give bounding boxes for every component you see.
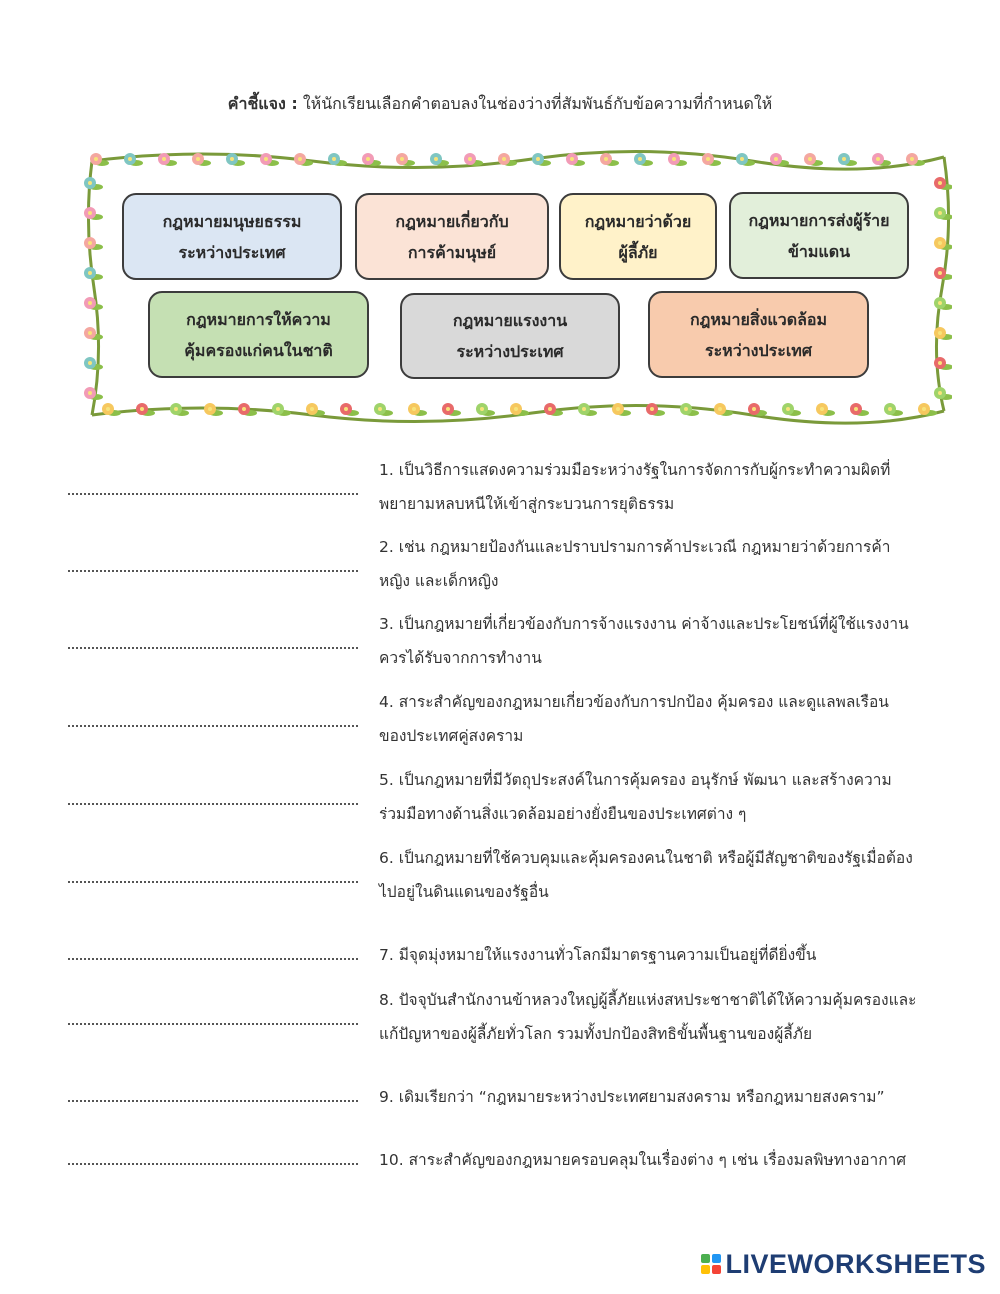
flower-frame	[82, 143, 952, 433]
answer-blank[interactable]	[68, 1100, 358, 1102]
instructions-text: ให้นักเรียนเลือกคำตอบลงในช่องว่างที่สัมพันธ์กับข้อความที่กำหนดให้	[297, 94, 773, 113]
answer-blank[interactable]	[68, 881, 358, 883]
answer-blank[interactable]	[68, 958, 358, 960]
answer-blank[interactable]	[68, 803, 358, 805]
option-refugee-law[interactable]: กฎหมายว่าด้วย ผู้ลี้ภัย	[559, 193, 717, 280]
question-text: 4. สาระสำคัญของกฎหมายเกี่ยวข้องกับการปกป้อง คุ้มครอง และดูแลพลเรือน ของประเทศคู่สงคราม	[379, 693, 889, 745]
answer-blank[interactable]	[68, 570, 358, 572]
liveworksheets-logo[interactable]	[701, 1249, 986, 1280]
question-text: 10. สาระสำคัญของกฎหมายครอบคลุมในเรื่องต่าง ๆ เช่น เรื่องมลพิษทางอากาศ	[379, 1151, 907, 1169]
instructions	[0, 92, 1000, 117]
liveworksheets-logo-icon	[701, 1254, 722, 1275]
liveworksheets-logo-text: LIVEWORKSHEETS	[725, 1249, 986, 1279]
option-human-trafficking-law[interactable]: กฎหมายเกี่ยวกับ การค้ามนุษย์	[355, 193, 549, 280]
answer-blank[interactable]	[68, 725, 358, 727]
option-humanitarian-law[interactable]: กฎหมายมนุษยธรรม ระหว่างประเทศ	[122, 193, 342, 280]
answer-blank[interactable]	[68, 647, 358, 649]
question-text: 5. เป็นกฎหมายที่มีวัตถุประสงค์ในการคุ้มครอง อนุรักษ์ พัฒนา และสร้างความ ร่วมมือทางด้านสิ่งแวดล้อมอย่างยั่งยืนของประเทศต่าง ๆ	[379, 771, 892, 823]
option-international-labour-law[interactable]: กฎหมายแรงงาน ระหว่างประเทศ	[400, 293, 620, 379]
answer-blank[interactable]	[68, 493, 358, 495]
question-text: 1. เป็นวิธีการแสดงความร่วมมือระหว่างรัฐในการจัดการกับผู้กระทำความผิดที่ พยายามหลบหนีให้เข้าสู่กระบวนการยุติธรรม	[379, 461, 891, 513]
question-text: 8. ปัจจุบันสำนักงานข้าหลวงใหญ่ผู้ลี้ภัยแห่งสหประชาชาติได้ให้ความคุ้มครองและ แก้ปัญหาของผู้ลี้ภัยทั่วโลก รวมทั้งปกป้องสิทธิขั้นพื้นฐานของผู้ลี้ภัย	[379, 991, 917, 1043]
question-text: 6. เป็นกฎหมายที่ใช้ควบคุมและคุ้มครองคนในชาติ หรือผู้มีสัญชาติของรัฐเมื่อต้อง ไปอยู่ในดินแดนของรัฐอื่น	[379, 849, 913, 901]
option-national-protection-law[interactable]: กฎหมายการให้ความ คุ้มครองแก่คนในชาติ	[148, 291, 369, 378]
question-text: 7. มีจุดมุ่งหมายให้แรงงานทั่วโลกมีมาตรฐานความเป็นอยู่ที่ดียิ่งขึ้น	[379, 946, 817, 964]
flower-border-decoration	[82, 143, 952, 433]
answer-blank[interactable]	[68, 1163, 358, 1165]
option-international-environmental-law[interactable]: กฎหมายสิ่งแวดล้อม ระหว่างประเทศ	[648, 291, 869, 378]
option-extradition-law[interactable]: กฎหมายการส่งผู้ร้าย ข้ามแดน	[729, 192, 909, 279]
question-text: 9. เดิมเรียกว่า “กฎหมายระหว่างประเทศยามสงคราม หรือกฎหมายสงคราม”	[379, 1088, 885, 1106]
answer-blank[interactable]	[68, 1023, 358, 1025]
question-text: 3. เป็นกฎหมายที่เกี่ยวข้องกับการจ้างแรงงาน ค่าจ้างและประโยชน์ที่ผู้ใช้แรงงาน ควรได้รับจากการทำงาน	[379, 615, 909, 667]
question-text: 2. เช่น กฎหมายป้องกันและปราบปรามการค้าประเวณี กฎหมายว่าด้วยการค้า หญิง และเด็กหญิง	[379, 538, 891, 590]
instructions-label: คำชี้แจง :	[227, 94, 298, 113]
